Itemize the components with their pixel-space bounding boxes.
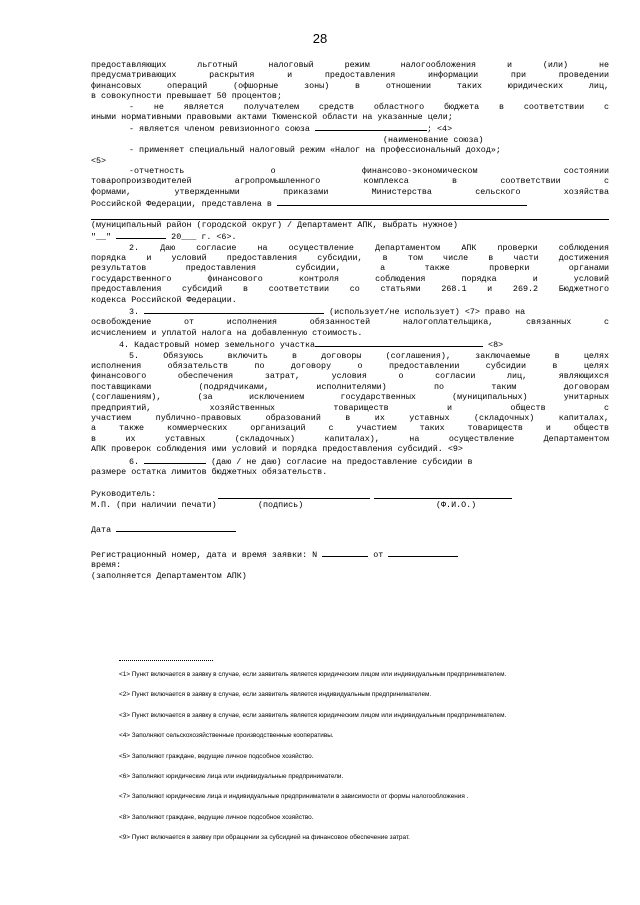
text-line: поставщиками (подрядчиками, исполнителями) по таким договорам	[91, 381, 609, 392]
signature-block	[91, 489, 609, 511]
field-caption: (наименование союза)	[383, 134, 484, 145]
text-line: финансового обеспечения затрат, условия о согласии лиц, являющихся	[91, 371, 609, 382]
text-line: <5>	[91, 155, 107, 166]
text-fragment: от	[373, 549, 384, 560]
application-body	[91, 60, 609, 581]
footnote-separator	[119, 660, 213, 671]
footnote: <6> Заполняют юридические лица или индивидуальные предприниматели.	[119, 772, 344, 780]
reporting-body-field-continued[interactable]	[91, 210, 609, 220]
text-fragment: (использует/не использует) <7> право на	[329, 306, 526, 317]
text-line: предоставляющих льготный налоговый режим налогообложения и (или) не	[91, 60, 609, 70]
registration-line	[91, 548, 609, 560]
field-caption: (муниципальный район (городской округ) / Департамент АПК, выбрать нужное)	[91, 219, 458, 230]
audit-union-line	[91, 122, 609, 134]
text-line: в их уставных (складочных) капиталах), на осуществление Департаментом	[91, 433, 609, 444]
text-fragment: ; <4>	[426, 124, 453, 135]
footnote: <2> Пункт включается в заявку в случае, если заявитель является индивидуальным предпринимателем.	[119, 691, 432, 699]
text-line: участием публично-правовых образований в их уставных (складочных) капиталах,	[91, 413, 609, 423]
text-line: 2. Даю согласие на осуществление Департаментом АПК проверки соблюдения	[129, 242, 609, 253]
reporting-body-field[interactable]	[277, 197, 527, 206]
page-number: 28	[312, 31, 328, 46]
consent-field[interactable]	[144, 455, 206, 464]
text-fragment: 6.	[129, 456, 140, 467]
name-caption: (Ф.И.О.)	[436, 500, 477, 511]
text-fragment: 4. Кадастровый номер земельного участка	[119, 340, 316, 351]
text-line: размере остатка лимитов бюджетных обязательств.	[91, 467, 328, 478]
text-line: (заполняется Департаментом АПК)	[91, 570, 247, 581]
date-line	[91, 230, 609, 242]
vat-line	[91, 305, 609, 317]
registration-date-field[interactable]	[388, 548, 458, 557]
text-line: государственного финансового контроля соблюдения порядка и условий	[91, 273, 609, 284]
cadastral-number-field[interactable]	[315, 338, 483, 347]
footnote: <7> Заполняют юридические лица и индивидуальные предприниматели в зависимости от формы налогообложения .	[119, 793, 469, 801]
footnote: <4> Заполняют сельскохозяйственные производственные кооперативы.	[119, 732, 334, 740]
text-fragment: 20___ г. <6>.	[171, 232, 237, 243]
cadastral-line	[91, 338, 609, 350]
text-line: -отчетность о финансово-экономическом состоянии	[129, 166, 609, 177]
text-fragment: Регистрационный номер, дата и время заявки: N	[91, 549, 318, 560]
footnote: <5> Заполняют граждане, ведущие личное подсобное хозяйство.	[119, 752, 314, 760]
footnote: <8> Заполняют граждане, ведущие личное подсобное хозяйство.	[119, 813, 314, 821]
text-line: а также коммерческих организаций с участием таких товариществ и обществ	[91, 423, 609, 434]
month-field[interactable]	[116, 230, 166, 239]
text-line: АПК проверок соблюдения ими условий и порядка предоставления субсидий. <9>	[91, 444, 463, 455]
text-line: предусматривающих раскрытия и предоставления информации при проведении	[91, 70, 609, 81]
text-line: формами, утвержденными приказами Министерства сельского хозяйства	[91, 186, 609, 197]
text-fragment: Российской Федерации, представлена в	[91, 199, 272, 210]
audit-union-field[interactable]	[315, 122, 427, 131]
signature-field[interactable]	[218, 489, 370, 499]
text-line: - не является получателем средств областного бюджета в соответствии с	[129, 101, 609, 112]
text-line: исчислением и уплатой налога на добавленную стоимость.	[91, 327, 363, 338]
text-fragment: - является членом ревизионного союза	[129, 124, 310, 135]
text-fragment: (даю / не даю) согласие на предоставление субсидии в	[211, 456, 473, 467]
text-line: иными нормативными правовыми актами Тюменской области на указанные цели;	[91, 112, 453, 123]
date-field[interactable]	[116, 523, 236, 532]
text-line: кодекса Российской Федерации.	[91, 294, 237, 305]
vat-usage-field[interactable]	[144, 305, 324, 314]
registration-number-field[interactable]	[322, 548, 368, 557]
signature-caption: (подпись)	[258, 500, 304, 511]
footnotes	[91, 660, 609, 855]
footnote: <9> Пункт включается в заявку при обращении за субсидией на финансовое обеспечение затрат.	[119, 834, 410, 842]
text-line: предоставления субсидий в соответствии со статьями 268.1 и 269.2 Бюджетного	[91, 284, 609, 295]
text-line: порядка и условий предоставления субсидии, в том числе в части достижения	[91, 252, 609, 263]
stamp-caption: М.П. (при наличии печати)	[91, 500, 217, 511]
consent-line	[91, 455, 609, 467]
head-label: Руководитель:	[91, 489, 157, 500]
footnote: <3> Пункт включается в заявку в случае, если заявитель является юридическим лицом или индивидуальным предпринимателем.	[119, 711, 507, 719]
text-line: - применяет специальный налоговый режим «Налог на профессиональный доход»;	[129, 145, 501, 156]
text-fragment: 3.	[129, 306, 140, 317]
text-line: предприятий, хозяйственных товариществ и обществ с	[91, 402, 609, 413]
text-fragment: <8>	[488, 340, 504, 351]
text-line: результатов предоставления субсидии, а также проверки органами	[91, 263, 609, 274]
reporting-line	[91, 197, 609, 209]
date-label: Дата	[91, 525, 112, 536]
text-line: товаропроизводителей агропромышленного комплекса в соответствии с	[91, 176, 609, 187]
text-line: 5. Обязуюсь включить в договоры (соглашения), заключаемые в целях	[129, 350, 609, 361]
text-line: в совокупности превышает 50 процентов;	[91, 91, 282, 102]
text-line: финансовых операций (офшорные зоны) в отношении таких юридических лиц,	[91, 80, 609, 91]
date-line	[91, 523, 609, 535]
name-field[interactable]	[374, 489, 512, 499]
text-line: освобождение от исполнения обязанностей налогоплательщика, связанных с	[91, 317, 609, 328]
footnote: <1> Пункт включается в заявку в случае, если заявитель является юридическим лицом или индивидуальным предпринимателем.	[119, 671, 507, 678]
text-line: исполнения обязательств по договору о предоставлении субсидии в целях	[91, 360, 609, 371]
text-line: (соглашениям), (за исключением государственных (муниципальных) унитарных	[91, 392, 609, 403]
text-line: время:	[91, 560, 122, 571]
text-fragment: "__"	[91, 232, 112, 243]
